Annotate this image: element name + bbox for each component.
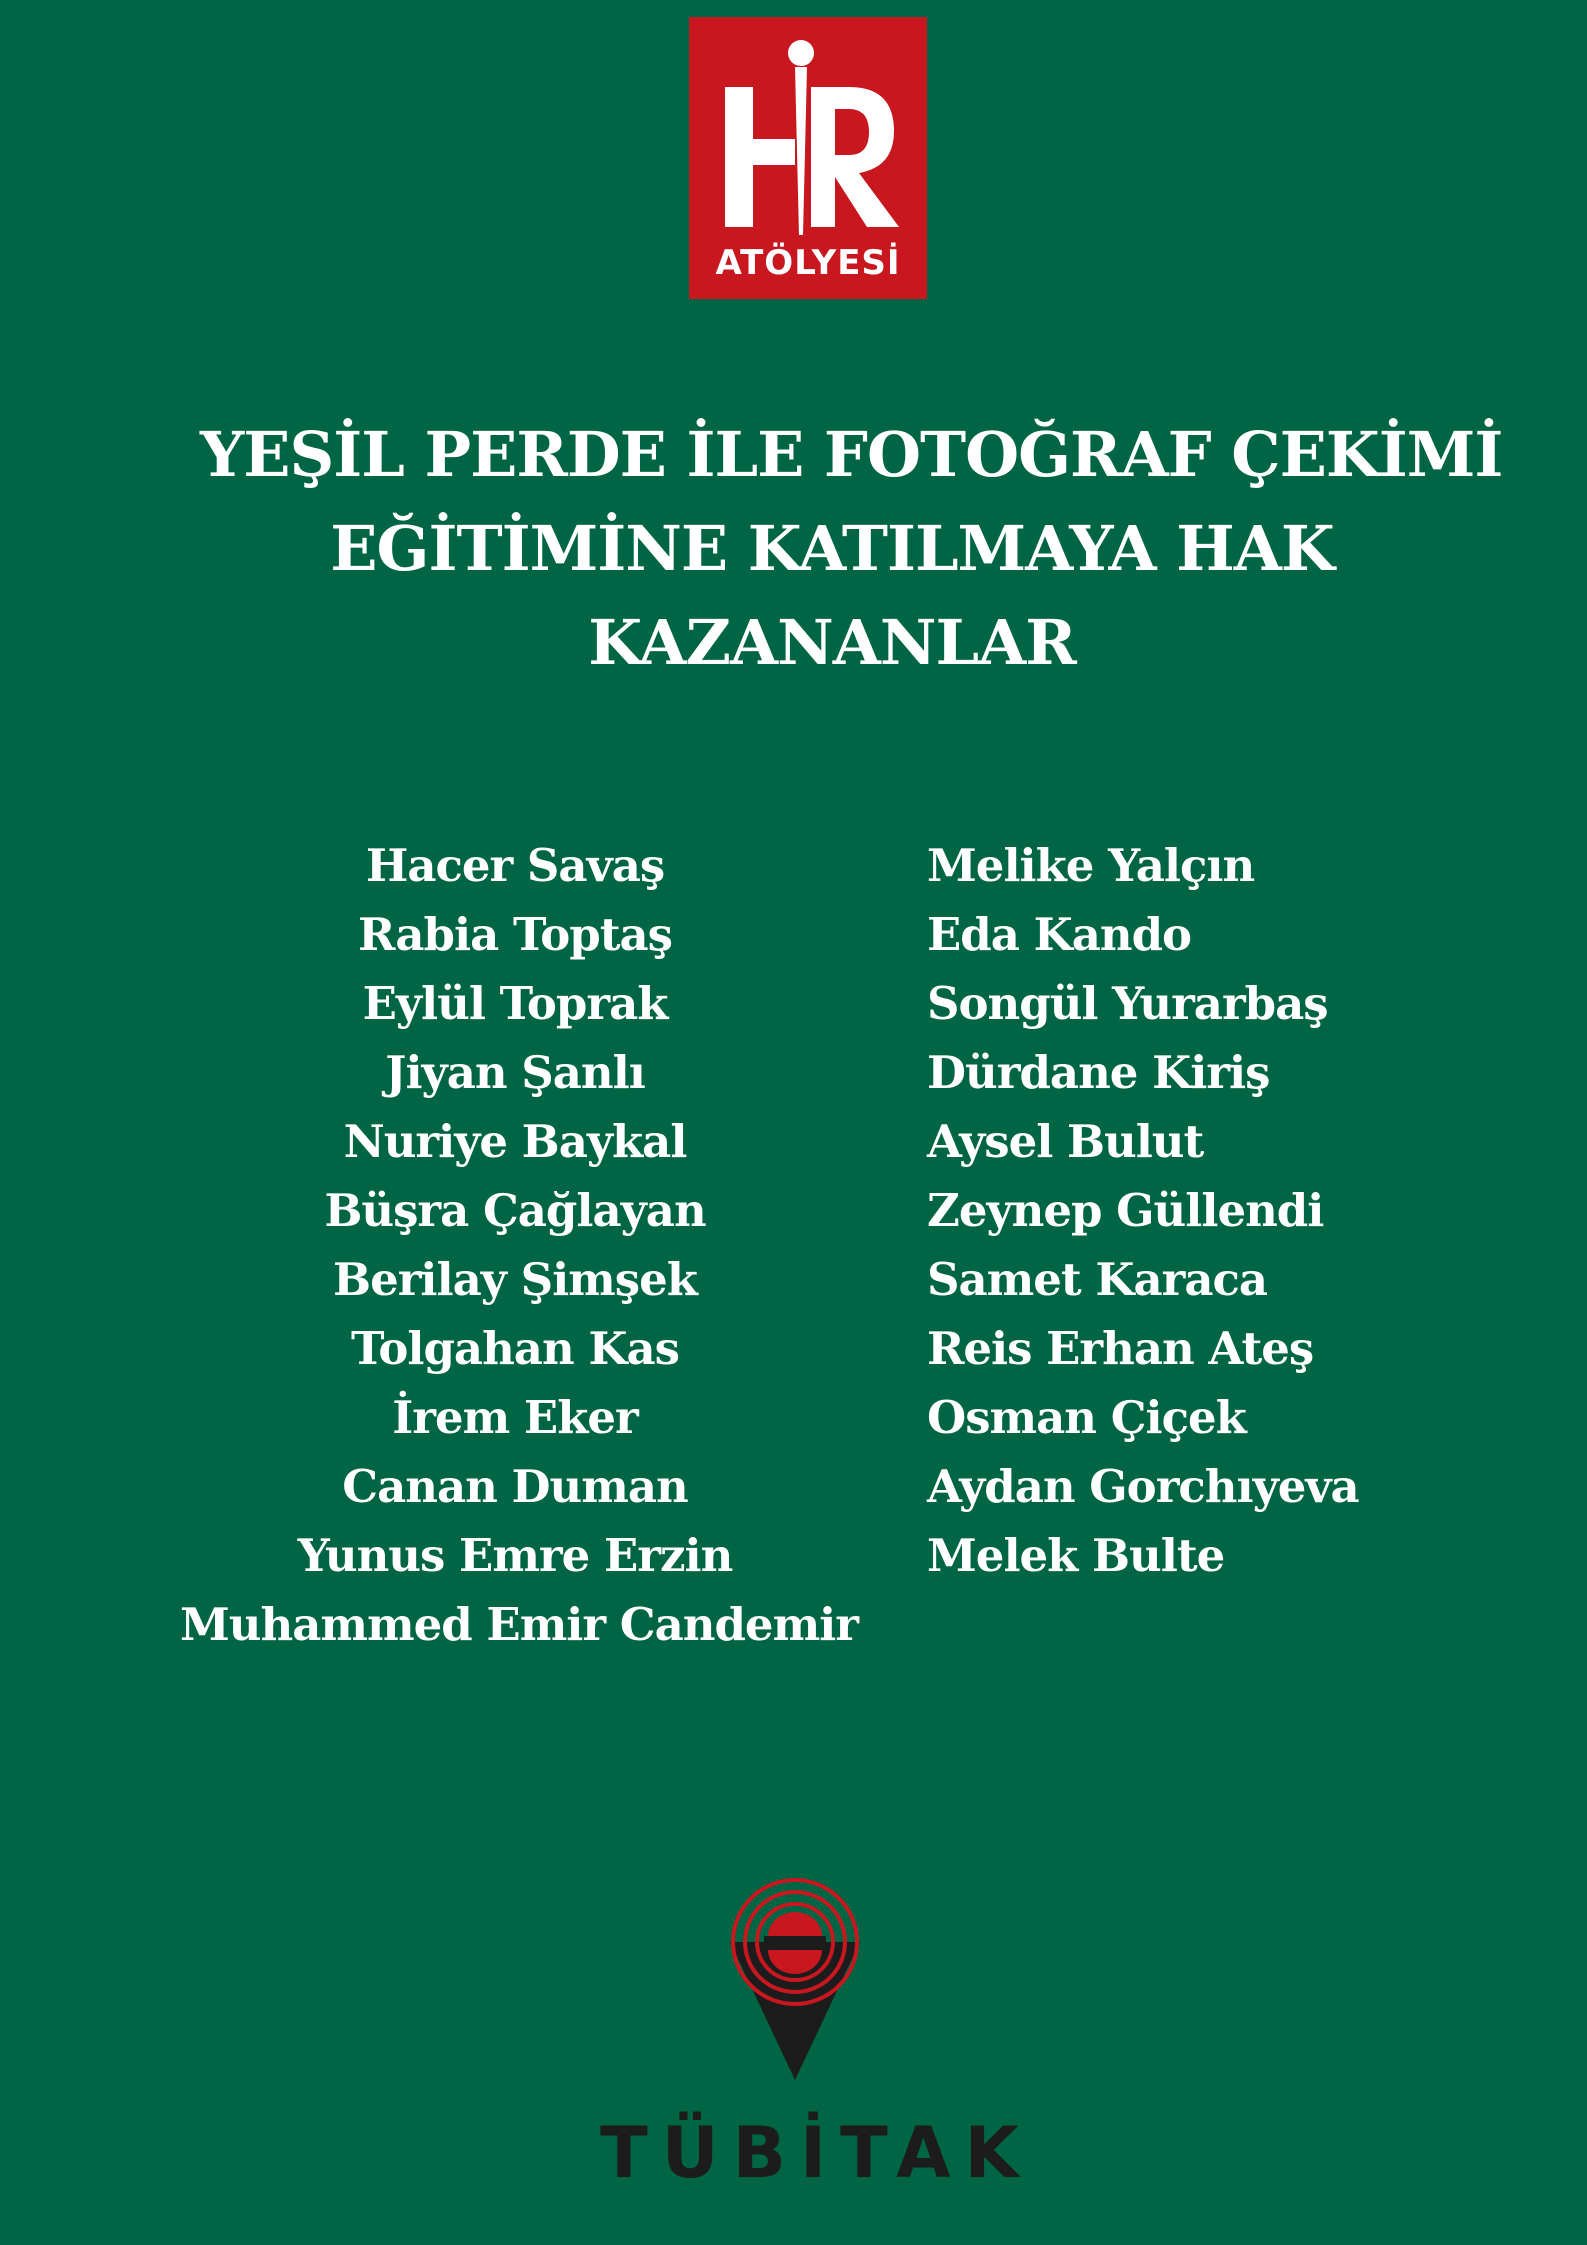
winners-list-right (927, 831, 1487, 1590)
page-title (200, 408, 1503, 690)
tubitak-emblem-icon (690, 1870, 900, 2100)
list-item: Samet Karaca (927, 1253, 1268, 1306)
list-item: Zeynep Güllendi (927, 1184, 1324, 1237)
list-item: Yunus Emre Erzin (297, 1529, 733, 1582)
winners-list-left (180, 831, 858, 1659)
list-item: Songül Yurarbaş (927, 977, 1328, 1030)
title-line: KAZANANLAR (588, 606, 1076, 679)
list-item: Jiyan Şanlı (385, 1046, 645, 1099)
list-item: Berilay Şimşek (333, 1253, 697, 1306)
list-item: İrem Eker (392, 1391, 638, 1444)
title-line: EĞİTİMİNE KATILMAYA HAK (330, 512, 1334, 585)
list-item: Melike Yalçın (927, 839, 1255, 892)
tubitak-wordmark: TÜBİTAK (600, 2112, 1033, 2194)
list-item: Eylül Toprak (362, 977, 668, 1030)
title-line: YEŞİL PERDE İLE FOTOĞRAF ÇEKİMİ (200, 418, 1503, 491)
list-item: Eda Kando (927, 908, 1192, 961)
list-item: Nuriye Baykal (343, 1115, 687, 1168)
hr-atolyesi-logo (689, 17, 927, 299)
list-item: Tolgahan Kas (351, 1322, 679, 1375)
list-item: Canan Duman (342, 1460, 688, 1513)
logo-word: ATÖLYESİ (715, 243, 901, 283)
list-item: Reis Erhan Ateş (927, 1322, 1314, 1375)
list-item: Osman Çiçek (927, 1391, 1246, 1444)
list-item: Hacer Savaş (365, 839, 665, 892)
list-item: Aysel Bulut (927, 1115, 1204, 1168)
list-item: Aydan Gorchıyeva (927, 1460, 1359, 1513)
list-item: Dürdane Kiriş (927, 1046, 1270, 1099)
list-item: Büşra Çağlayan (324, 1184, 706, 1237)
list-item: Muhammed Emir Candemir (180, 1598, 858, 1651)
list-item: Rabia Toptaş (357, 908, 673, 961)
list-item: Melek Bulte (927, 1529, 1225, 1582)
